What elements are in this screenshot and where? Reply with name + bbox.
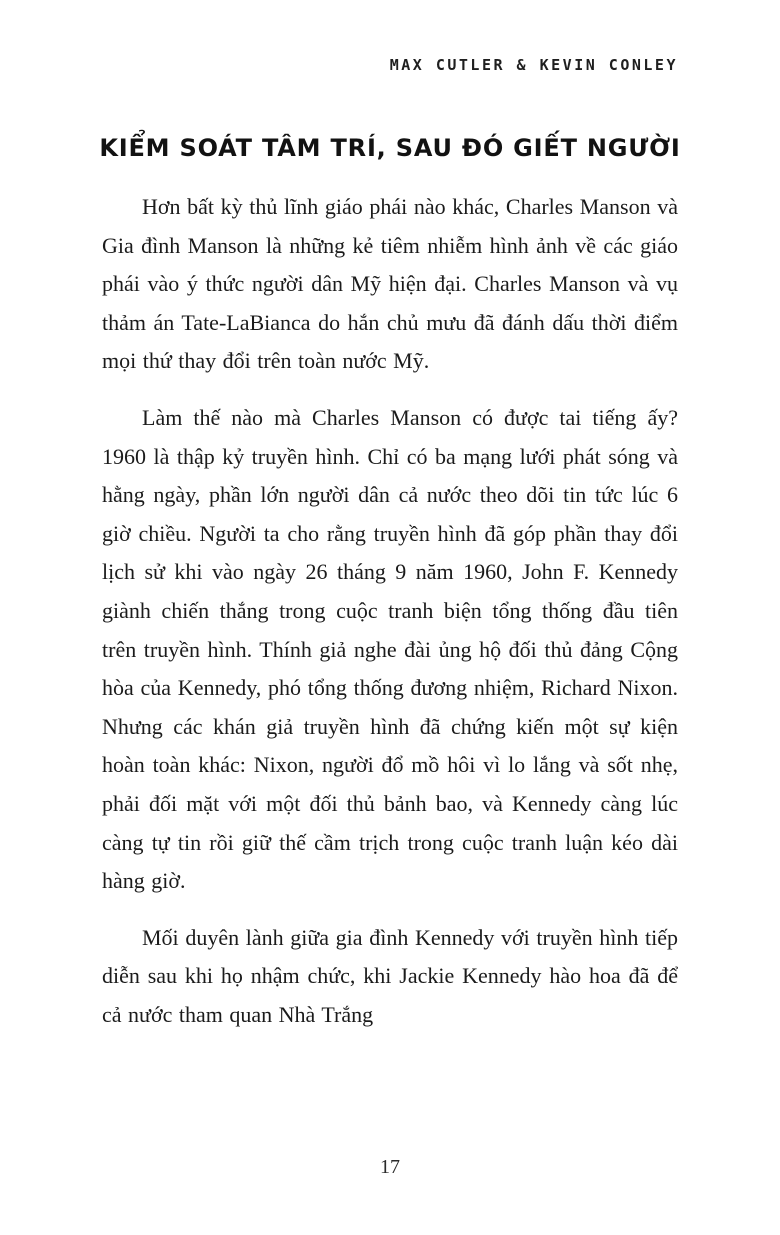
body-paragraph: Hơn bất kỳ thủ lĩnh giáo phái nào khác, Charles Manson và Gia đình Manson là những kẻ tiêm nhiễm hình ảnh về các giáo phái vào ý thức người dân Mỹ hiện đại. Charles Manson và vụ thảm án Tate-LaBianca do hắn chủ mưu đã đánh dấu thời điểm mọi thứ thay đổi trên toàn nước Mỹ. bbox=[102, 194, 678, 374]
body-content bbox=[102, 188, 678, 1034]
chapter-title: KIỂM SOÁT TÂM TRÍ, SAU ĐÓ GIẾT NGƯỜI bbox=[99, 134, 681, 162]
running-header: MAX CUTLER & KEVIN CONLEY bbox=[389, 56, 678, 74]
page-number: 17 bbox=[380, 1156, 400, 1178]
body-paragraph: Mối duyên lành giữa gia đình Kennedy với truyền hình tiếp diễn sau khi họ nhậm chức, khi Jackie Kennedy hào hoa đã để cả nước tham quan Nhà Trắng bbox=[102, 924, 678, 1027]
body-paragraph: Làm thế nào mà Charles Manson có được tai tiếng ấy? 1960 là thập kỷ truyền hình. Chỉ có ba mạng lưới phát sóng và hằng ngày, phần lớn người dân cả nước theo dõi tin tức lúc 6 giờ chiều. Người ta cho rằng truyền hình đã góp phần thay đổi lịch sử khi vào ngày 26 tháng 9 năm 1960, John F. Kennedy giành chiến thắng trong cuộc tranh biện tổng thống đầu tiên trên truyền hình. Thính giả nghe đài ủng hộ đối thủ đảng Cộng hòa của Kennedy, phó tổng thống đương nhiệm, Richard Nixon. Nhưng các khán giả truyền hình đã chứng kiến một sự kiện hoàn toàn khác: Nixon, người đổ mồ hôi vì lo lắng và sốt nhẹ, phải đối mặt với một đối thủ bảnh bao, và Kennedy càng lúc càng tự tin rồi giữ thế cầm trịch trong cuộc tranh luận kéo dài hàng giờ. bbox=[102, 404, 678, 894]
